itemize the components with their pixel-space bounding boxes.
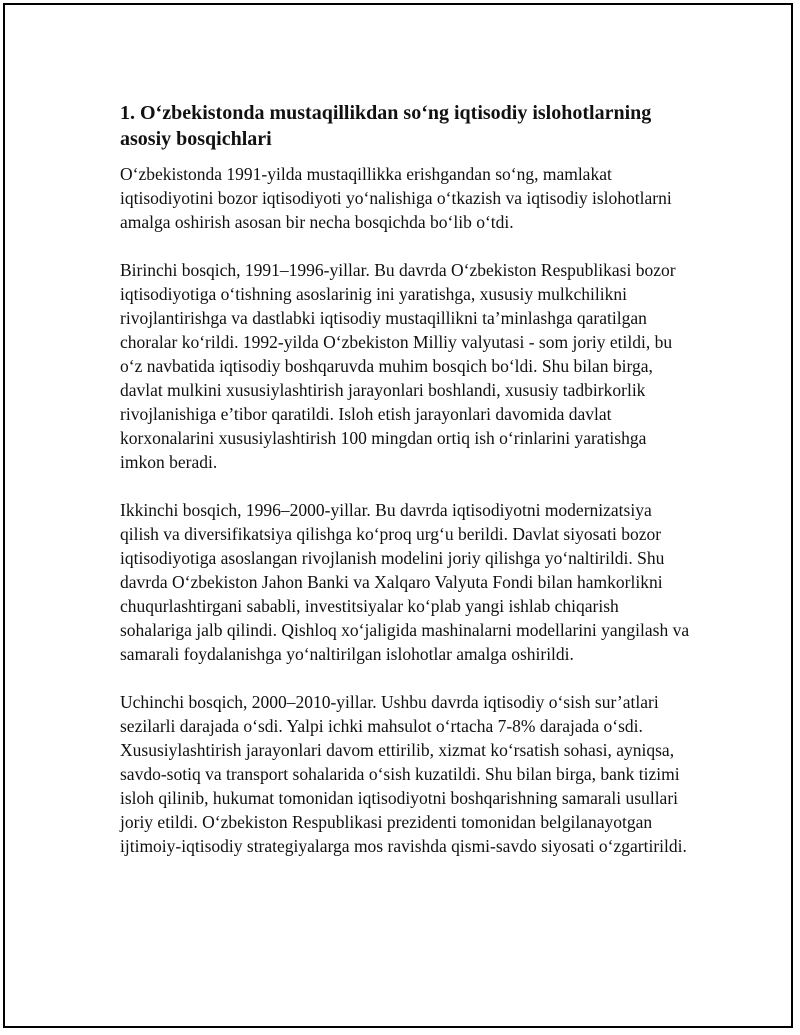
paragraph-intro: O‘zbekistonda 1991-yilda mustaqillikka erishgandan so‘ng, mamlakat iqtisodiyotini bozor iqtisodiyoti yo‘nalishiga o‘tkazish va iqtisodiy islohotlarni amalga oshirish asosan bir necha bosqichda bo‘lib o‘tdi. [120,164,672,232]
page-frame [3,3,793,1028]
paragraph-stage-one: Birinchi bosqich, 1991–1996-yillar. Bu davrda O‘zbekiston Respublikasi bozor iqtisodiyotiga o‘tishning asoslarinig ini yaratishga, xususiy mulkchilikni rivojlantirishga va dastlabki iqtisodiy mustaqillikni ta’minlashga qaratilgan choralar ko‘rildi. 1992-yilda O‘zbekiston Milliy valyutasi - som joriy etildi, bu o‘z navbatida iqtisodiy boshqaruvda muhim bosqich bo‘ldi. Shu bilan birga, davlat mulkini xususiylashtirish jarayonlari boshlandi, xususiy tadbirkorlik rivojlanishiga e’tibor qaratildi. Isloh etish jarayonlari davomida davlat korxonalarini xususiylashtirish 100 mingdan ortiq ish o‘rinlarini yaratishga imkon beradi. [120,260,676,472]
paragraph-stage-two: Ikkinchi bosqich, 1996–2000-yillar. Bu davrda iqtisodiyotni modernizatsiya qilish va diversifikatsiya qilishga ko‘proq urg‘u berildi. Davlat siyosati bozor iqtisodiyotiga asoslangan rivojlanish modelini joriy qilishga yo‘naltirildi. Shu davrda O‘zbekiston Jahon Banki va Xalqaro Valyuta Fondi bilan hamkorlikni chuqurlashtirgani sababli, investitsiyalar ko‘plab yangi ishlab chiqarish sohalariga jalb qilindi. Qishloq xo‘jaligida mashinalarni modellarini yangilash va samarali foydalanishga yo‘naltirilgan islohotlar amalga oshirildi. [120,500,690,664]
document-body [120,100,690,882]
paragraph-stage-three: Uchinchi bosqich, 2000–2010-yillar. Ushbu davrda iqtisodiy o‘sish sur’atlari sezilarli darajada o‘sdi. Yalpi ichki mahsulot o‘rtacha 7-8% darajada o‘sdi. Xususiylashtirish jarayonlari davom ettirilib, xizmat ko‘rsatish sohasi, ayniqsa, savdo-sotiq va transport sohalarida o‘sish kuzatildi. Shu bilan birga, bank tizimi isloh qilinib, hukumat tomonidan iqtisodiyotni boshqarishning samarali usullari joriy etildi. O‘zbekiston Respublikasi prezidenti tomonidan belgilanayotgan ijtimoiy-iqtisodiy strategiyalarga mos ravishda qismi-savdo siyosati o‘zgartirildi. [120,692,687,856]
section-heading: 1. O‘zbekistonda mustaqillikdan so‘ng iqtisodiy islohotlarning asosiy bosqichlari [120,102,652,150]
